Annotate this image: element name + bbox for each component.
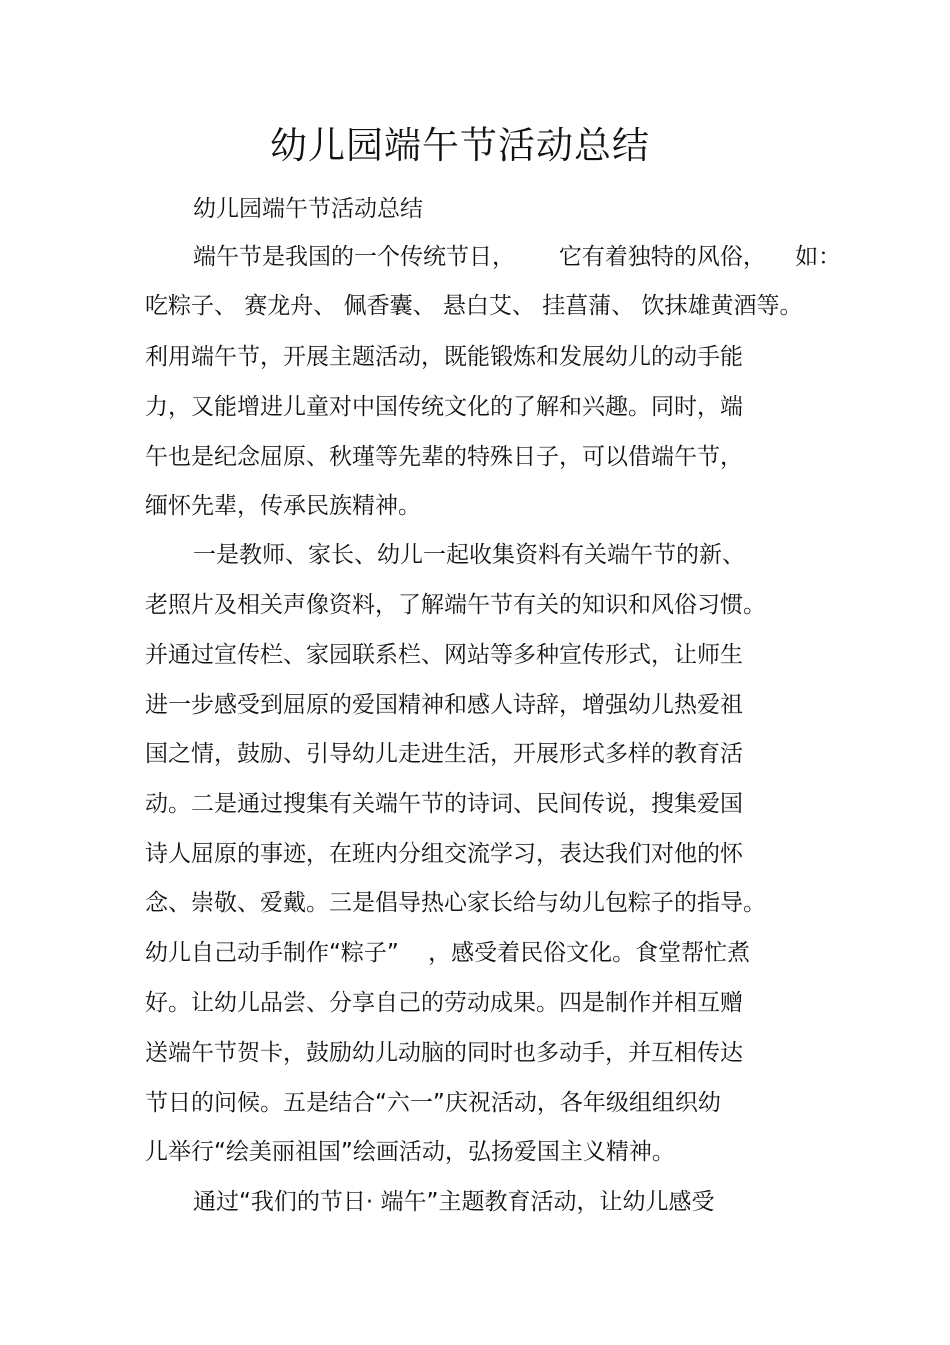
paragraph-line: 力，又能增进儿童对中国传统文化的了解和兴趣。同时，端 (145, 394, 743, 420)
subtitle-line: 幼儿园端午节活动总结 (193, 196, 423, 222)
document-title: 幼儿园端午节活动总结 (270, 124, 650, 167)
paragraph-line: 吃粽子、 赛龙舟、 佩香囊、 悬白艾、 挂菖蒲、 饮抹雄黄酒等。 (145, 293, 803, 319)
paragraph-line: 好。让幼儿品尝、分享自己的劳动成果。四是制作并相互赠 (145, 990, 743, 1016)
paragraph-line: 国之情，鼓励、引导幼儿走进生活，开展形式多样的教育活 (145, 741, 743, 767)
paragraph-line: 诗人屈原的事迹，在班内分组交流学习，表达我们对他的怀 (145, 841, 743, 867)
paragraph-line: 送端午节贺卡，鼓励幼儿动脑的同时也多动手，并互相传达 (145, 1040, 743, 1066)
paragraph-line: 午也是纪念屈原、秋瑾等先辈的特殊日子，可以借端午节， (145, 444, 743, 470)
paragraph-line: 动。二是通过搜集有关端午节的诗词、民间传说，搜集爱国 (145, 791, 743, 817)
paragraph-line: 进一步感受到屈原的爱国精神和感人诗辞，增强幼儿热爱祖 (145, 692, 743, 718)
paragraph-line: 并通过宣传栏、家园联系栏、网站等多种宣传形式，让师生 (145, 642, 743, 668)
paragraph-line: 利用端午节，开展主题活动，既能锻炼和发展幼儿的动手能 (145, 344, 743, 370)
paragraph-line: 端午节是我国的一个传统节日， 它有着独特的风俗， 如： (193, 244, 842, 270)
paragraph-line: 节日的问候。五是结合“六一”庆祝活动，各年级组组织幼 (145, 1090, 721, 1116)
paragraph-line: 一是教师、家长、幼儿一起收集资料有关端午节的新、 (193, 542, 745, 568)
paragraph-line: 念、崇敬、爱戴。三是倡导热心家长给与幼儿包粽子的指导。 (145, 890, 766, 916)
paragraph-line: 通过“我们的节日· 端午”主题教育活动，让幼儿感受 (193, 1189, 715, 1215)
paragraph-line: 儿举行“绘美丽祖国”绘画活动，弘扬爱国主义精神。 (145, 1139, 675, 1165)
paragraph-line: 缅怀先辈，传承民族精神。 (145, 493, 421, 519)
paragraph-line: 老照片及相关声像资料，了解端午节有关的知识和风俗习惯。 (145, 592, 766, 618)
paragraph-line: 幼儿自己动手制作“粽子” ，感受着民俗文化。食堂帮忙煮 (145, 940, 751, 966)
